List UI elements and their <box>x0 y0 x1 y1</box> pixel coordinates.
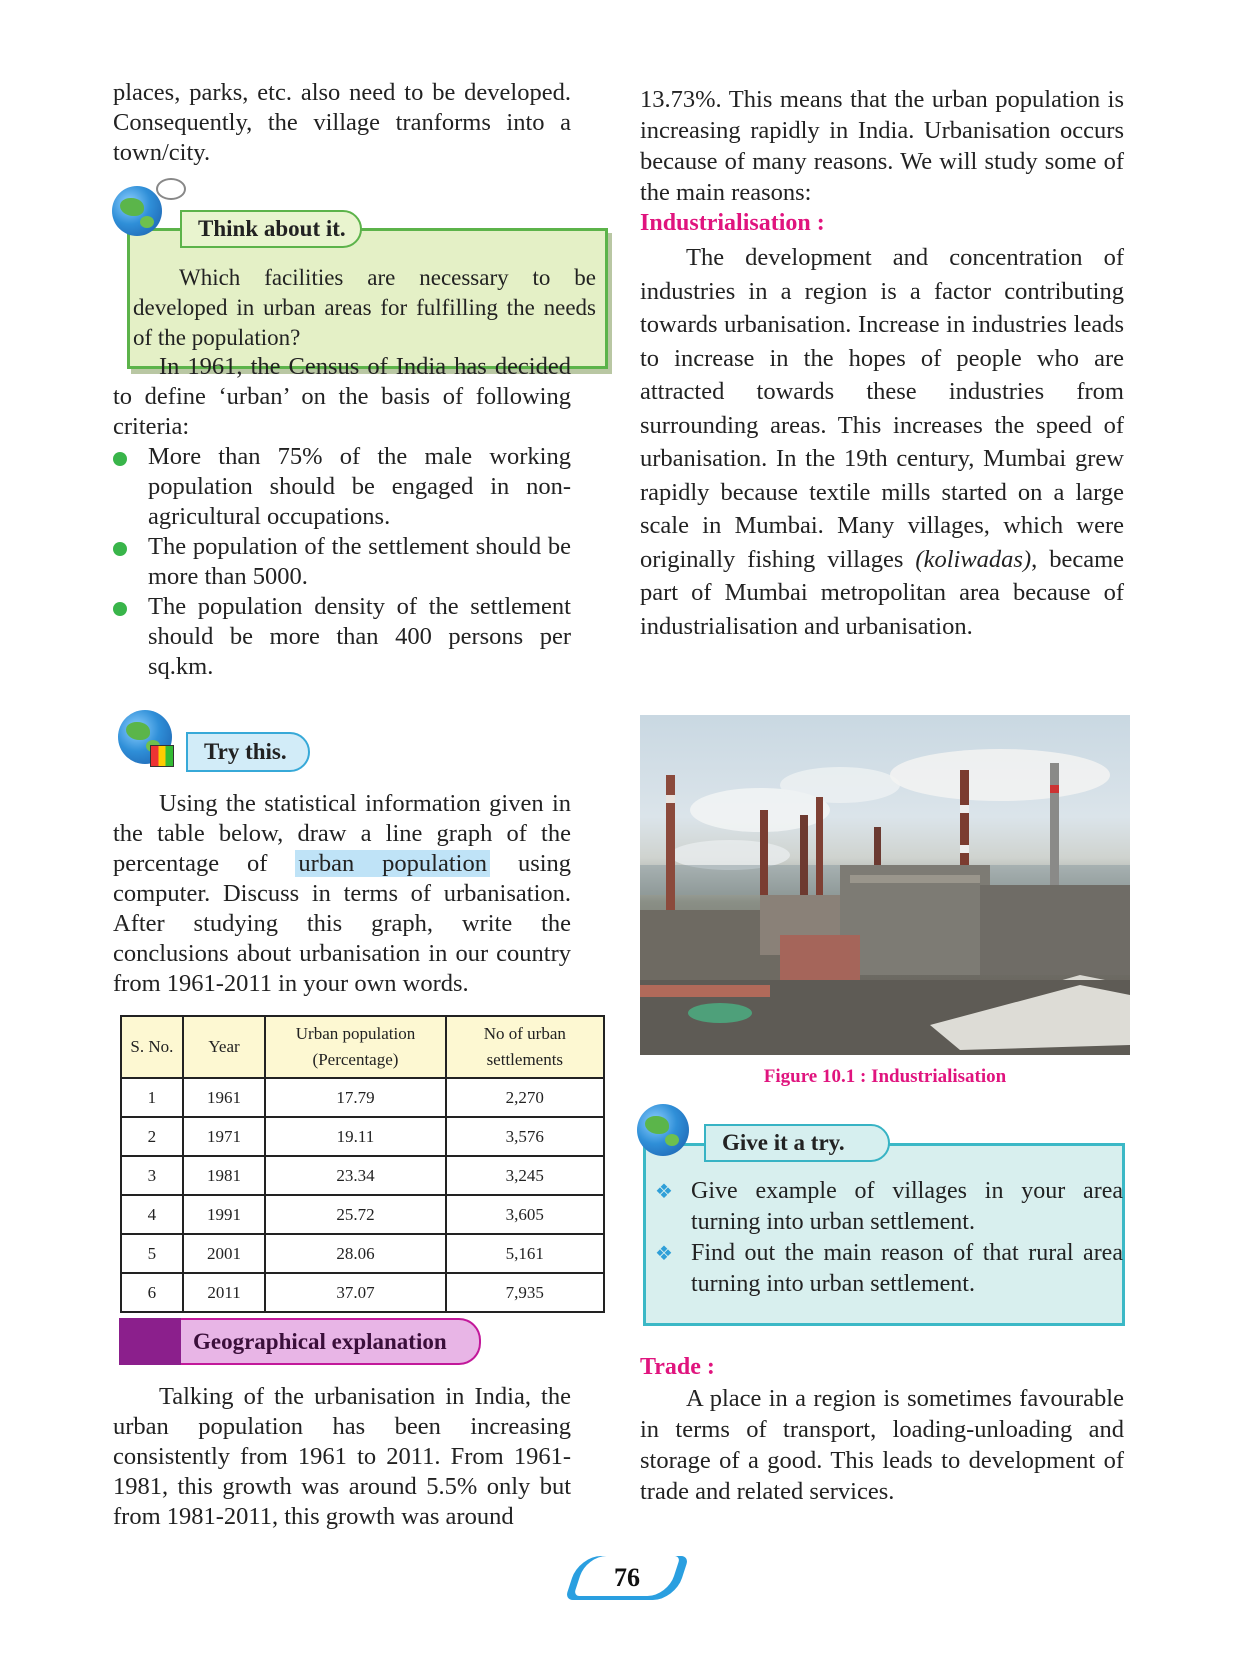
industrialisation-photo <box>640 715 1130 1055</box>
criteria-item: More than 75% of the male working population should be engaged in non-agricultural occupations. <box>113 442 571 532</box>
intro-text: places, parks, etc. also need to be developed. Consequently, the village tranforms into a town/city. <box>113 79 571 166</box>
continuation-paragraph: 13.73%. This means that the urban population is increasing rapidly in India. Urbanisation occurs because of many reasons. We will study some of the main reasons: <box>640 86 1124 206</box>
factory-illustration <box>640 715 1130 1055</box>
thought-bubble-icon <box>156 178 186 200</box>
geo-heading <box>181 1318 481 1365</box>
table-cell: 5,161 <box>446 1234 604 1273</box>
right-column-text <box>640 84 1124 643</box>
table-row <box>121 1078 604 1117</box>
try-text-after: using computer. Discuss in terms of urbanisation. After studying this graph, write the conclusions about urbanisation in our country from 1961-2011 in your own words. <box>113 850 572 997</box>
table-cell: 19.11 <box>265 1117 445 1156</box>
think-box-text: Which facilities are necessary to be developed in urban areas for fulfilling the needs of the population? <box>133 265 596 350</box>
industrialisation-heading: Industrialisation : <box>640 210 825 236</box>
urban-statistics-table <box>120 1015 605 1313</box>
table-cell: 3,245 <box>446 1156 604 1195</box>
try-this-text <box>113 789 571 999</box>
table-cell: 3,605 <box>446 1195 604 1234</box>
census-paragraph: In 1961, the Census of India has decided to define ‘urban’ on the basis of following criteria: <box>113 353 571 440</box>
table-cell: 1 <box>121 1078 183 1117</box>
think-box-title <box>180 210 362 248</box>
table-row <box>121 1156 604 1195</box>
rubiks-cube-icon <box>150 745 174 767</box>
globe-mascot-icon <box>112 186 162 236</box>
table-row <box>121 1273 604 1312</box>
industrialisation-text-end: , became part of Mumbai metropolitan area because of industrialisation and urbanisation. <box>640 545 1124 640</box>
geo-text: Talking of the urbanisation in India, the urban population has been increasing consistently from 1961 to 2011. From 1961-1981, this growth was around 5.5% only but from 1981-2011, this growth was around <box>113 1383 571 1530</box>
intro-paragraph <box>113 78 571 168</box>
table-cell: 2 <box>121 1117 183 1156</box>
table-cell: 5 <box>121 1234 183 1273</box>
table-cell: 1981 <box>183 1156 266 1195</box>
table-cell: 17.79 <box>265 1078 445 1117</box>
table-header: No of urban settlements <box>446 1016 604 1078</box>
table-row <box>121 1195 604 1234</box>
give-it-a-try-title <box>704 1124 890 1162</box>
industrialisation-text: The development and concentration of industries in a region is a factor contributing towards urbanisation. Increase in industries leads to increase in the hopes of people who are attracted towards these industries from surrounding areas. This increases the speed of urbanisation. In the 19th century, Mumbai grew rapidly because textile mills started on a large scale in Mumbai. Many villages, which were originally fishing villages <box>640 244 1124 573</box>
trade-heading: Trade : <box>640 1354 715 1380</box>
page-number: 76 <box>614 1563 640 1592</box>
table-cell: 28.06 <box>265 1234 445 1273</box>
table-row <box>121 1117 604 1156</box>
highlighted-term: urban population <box>295 850 490 877</box>
table-cell: 2001 <box>183 1234 266 1273</box>
industrialisation-paragraph <box>640 241 1124 643</box>
try-text-before: Using the statistical information given in the table below, draw a line graph of the percentage of <box>113 790 571 877</box>
list-item: ❖ Give example of villages in your area turning into urban settlement. <box>655 1176 1123 1238</box>
table-cell: 1961 <box>183 1078 266 1117</box>
geo-paragraph <box>113 1382 571 1532</box>
figure-caption: Figure 10.1 : Industrialisation <box>763 1066 1007 1087</box>
trade-section <box>640 1352 1124 1507</box>
table-row <box>121 1234 604 1273</box>
globe-mascot-icon <box>637 1104 689 1156</box>
table-cell: 7,935 <box>446 1273 604 1312</box>
table-header: S. No. <box>121 1016 183 1078</box>
table-cell: 25.72 <box>265 1195 445 1234</box>
list-item: ❖ Find out the main reason of that rural area turning into urban settlement. <box>655 1238 1123 1300</box>
criteria-list <box>113 442 571 682</box>
table-cell: 4 <box>121 1195 183 1234</box>
table-cell: 2011 <box>183 1273 266 1312</box>
table-cell: 1991 <box>183 1195 266 1234</box>
criteria-item: The population density of the settlement should be more than 400 persons per sq.km. <box>113 592 571 682</box>
table-header-row <box>121 1016 604 1078</box>
table-cell: 3 <box>121 1156 183 1195</box>
census-section <box>113 352 571 682</box>
koliwadas-term: (koliwadas) <box>915 545 1032 573</box>
criteria-item: The population of the settlement should be more than 5000. <box>113 532 571 592</box>
table-cell: 3,576 <box>446 1117 604 1156</box>
trade-paragraph: A place in a region is sometimes favourable in terms of transport, loading-unloading and storage of a good. This leads to development of trade and related services. <box>640 1385 1124 1505</box>
table-header: Urban population (Percentage) <box>265 1016 445 1078</box>
give-title-text: Give it a try. <box>722 1130 845 1155</box>
table-cell: 2,270 <box>446 1078 604 1117</box>
table-cell: 6 <box>121 1273 183 1312</box>
try-title-text: Try this. <box>204 739 287 764</box>
think-title-text: Think about it. <box>198 216 346 241</box>
give-it-a-try-list <box>655 1176 1123 1300</box>
table-cell: 37.07 <box>265 1273 445 1312</box>
table-header: Year <box>183 1016 266 1078</box>
table-cell: 23.34 <box>265 1156 445 1195</box>
table-cell: 1971 <box>183 1117 266 1156</box>
try-this-title <box>186 732 310 772</box>
geo-heading-bar <box>119 1318 181 1365</box>
geo-heading-text: Geographical explanation <box>193 1328 447 1354</box>
try-this-paragraph <box>113 789 571 999</box>
